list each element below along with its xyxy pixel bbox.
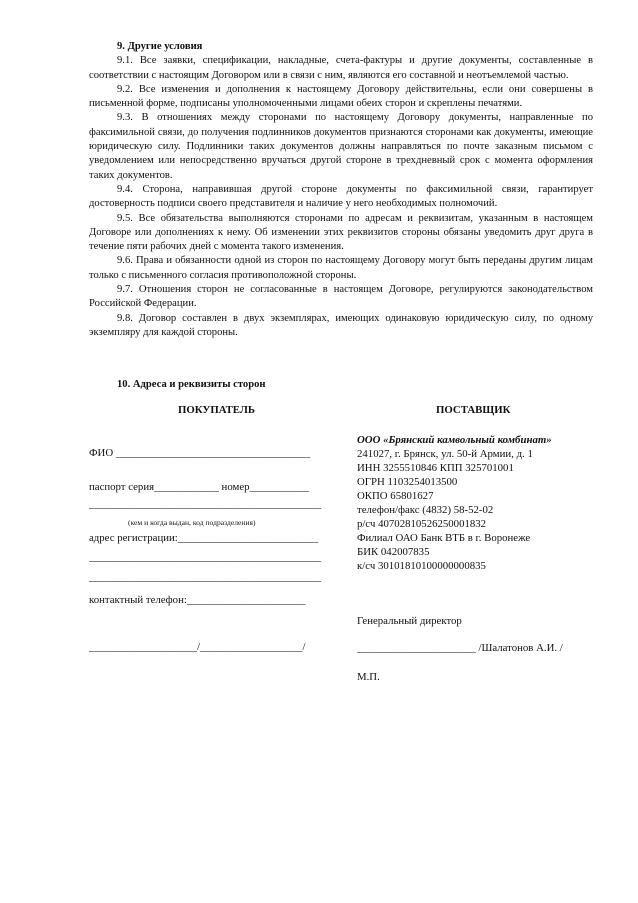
supplier-ogrn: ОГРН 1103254013500 (357, 476, 458, 488)
buyer-address-field: адрес регистрации:__________________________ (89, 532, 319, 544)
clause-9-3: 9.3. В отношениях между сторонами по настоящему Договору документы, направленные по факсимильной связи, до получения подлинников документов признаются сторонами как документы, имеющие юридическую силу. Подлинники таких документов должны направляться по почте заказным письмом с уведомлением или непосредственно вручаться другой стороне в трехдневный срок с момента оформления таких документов. (89, 112, 593, 181)
buyer-passport-note: (кем и когда выдан, код подразделения) (128, 518, 256, 527)
supplier-bik: БИК 042007835 (357, 546, 430, 558)
clause-9-8: 9.8. Договор составлен в двух экземплярах, имеющих одинаковую юридическую силу, по одному экземпляру для каждой стороны. (89, 312, 593, 338)
supplier-position: Генеральный директор (357, 615, 462, 627)
buyer-title: ПОКУПАТЕЛЬ (178, 404, 256, 416)
supplier-corr-account: к/сч 30101810100000000835 (357, 560, 486, 572)
section-9 (89, 40, 593, 340)
supplier-address: 241027, г. Брянск, ул. 50-й Армии, д. 1 (357, 448, 533, 460)
supplier-stamp-mark: М.П. (357, 671, 380, 683)
supplier-inn-kpp: ИНН 3255510846 КПП 325701001 (357, 462, 514, 474)
clause-9-5: 9.5. Все обязательства выполняются сторонами по адресам и реквизитам, указанным в настоящем Договоре или дополнениях к нему. Об изменении этих реквизитов стороны обязаны уведомить друг друга в течение пяти рабочих дней с момента такого изменения. (89, 212, 593, 253)
buyer-passport-field: паспорт серия____________ номер___________ (89, 481, 309, 493)
buyer-address-line-1: ___________________________________________ (89, 551, 322, 563)
buyer-address-line-2: ___________________________________________ (89, 571, 322, 583)
clause-9-2: 9.2. Все изменения и дополнения к настоящему Договору действительны, если они совершены в письменной форме, подписаны уполномоченными лицами обеих сторон и скреплены печатями. (89, 83, 593, 110)
supplier-signature-line: ______________________ /Шалатонов А.И. / (357, 642, 563, 654)
buyer-signature-line: ____________________/___________________/ (89, 641, 306, 653)
section-9-heading: 9. Другие условия (117, 41, 203, 52)
supplier-title: ПОСТАВЩИК (436, 404, 511, 416)
clause-9-4: 9.4. Сторона, направившая другой стороне документы по факсимильной связи, гарантирует достоверность подписи своего представителя и наличие у него необходимых полномочий. (89, 183, 593, 210)
clause-9-1: 9.1. Все заявки, спецификации, накладные, счета-фактуры и другие документы, составленные в соответствии с настоящим Договором или в связи с ним, являются его составной и неотъемлемой частью. (89, 55, 593, 81)
supplier-account: р/сч 40702810526250001832 (357, 518, 487, 530)
clause-9-6: 9.6. Права и обязанности одной из сторон по настоящему Договору могут быть переданы другим лицам только с письменного согласия противоположной стороны. (89, 255, 593, 281)
section-10 (89, 378, 593, 392)
supplier-phone: телефон/факс (4832) 58-52-02 (357, 504, 494, 516)
buyer-fio-field: ФИО ____________________________________ (89, 447, 311, 459)
section-10-heading: 10. Адреса и реквизиты сторон (117, 379, 266, 390)
supplier-okpo: ОКПО 65801627 (357, 490, 434, 502)
buyer-phone-field: контактный телефон:______________________ (89, 594, 306, 606)
clause-9-7: 9.7. Отношения сторон не согласованные в настоящем Договоре, регулируются законодательством Российской Федерации. (89, 284, 593, 310)
buyer-passport-issued-line: ___________________________________________ (89, 498, 322, 510)
supplier-bank: Филиал ОАО Банк ВТБ в г. Воронеже (357, 532, 531, 544)
supplier-name: ООО «Брянский камвольный комбинат» (357, 434, 552, 446)
